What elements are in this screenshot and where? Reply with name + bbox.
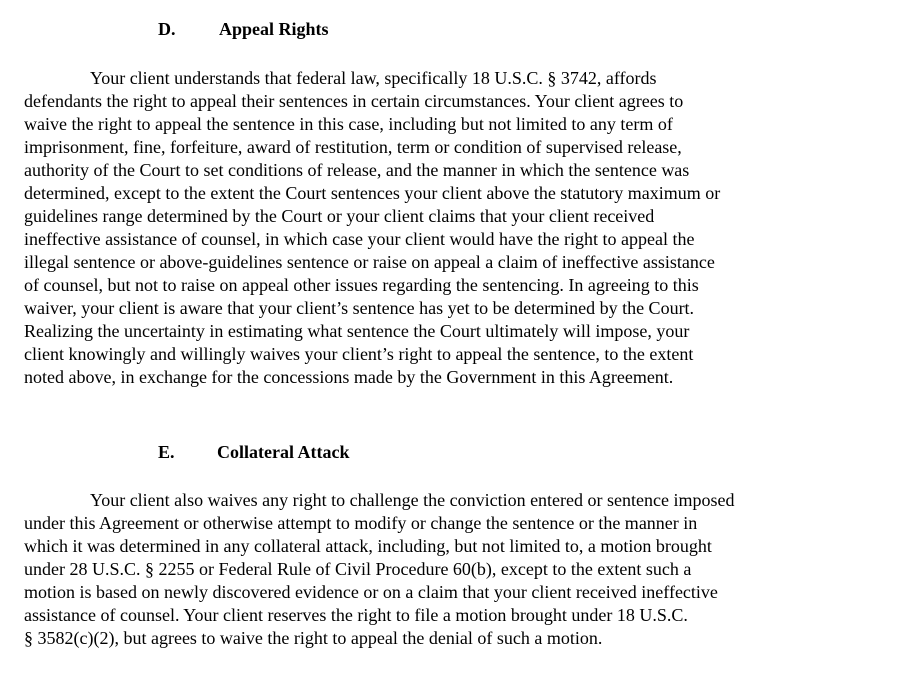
paragraph-line: Your client also waives any right to challenge the conviction entered or sentence imposed [90,490,735,510]
paragraph-line: waive the right to appeal the sentence in this case, including but not limited to any term of [24,114,673,134]
paragraph-line: under this Agreement or otherwise attempt to modify or change the sentence or the manner in [24,513,698,533]
section-d-title: Appeal Rights [219,19,329,39]
paragraph-line: waiver, your client is aware that your client’s sentence has yet to be determined by the Court. [24,298,695,318]
paragraph-line: of counsel, but not to raise on appeal other issues regarding the sentencing. In agreeing to this [24,275,699,295]
paragraph-line: ineffective assistance of counsel, in which case your client would have the right to appeal the [24,229,695,249]
paragraph-line: § 3582(c)(2), but agrees to waive the right to appeal the denial of such a motion. [24,628,603,648]
section-d-letter: D. [158,19,176,39]
section-d-paragraph [24,67,886,389]
paragraph-line: Realizing the uncertainty in estimating what sentence the Court ultimately will impose, your [24,321,690,341]
paragraph-line: authority of the Court to set conditions of release, and the manner in which the sentence was [24,160,690,180]
paragraph-line: client knowingly and willingly waives your client’s right to appeal the sentence, to the extent [24,344,694,364]
paragraph-line: defendants the right to appeal their sentences in certain circumstances. Your client agrees to [24,91,684,111]
paragraph-line: assistance of counsel. Your client reserves the right to file a motion brought under 18 U.S.C. [24,605,688,625]
paragraph-line: motion is based on newly discovered evidence or on a claim that your client received ineffective [24,582,718,602]
section-e-title: Collateral Attack [217,442,350,462]
paragraph-line: Your client understands that federal law, specifically 18 U.S.C. § 3742, affords [90,68,657,88]
section-e-paragraph [24,489,886,650]
paragraph-line: which it was determined in any collateral attack, including, but not limited to, a motion brought [24,536,712,556]
section-e-letter: E. [158,442,175,462]
paragraph-line: noted above, in exchange for the concessions made by the Government in this Agreement. [24,367,674,387]
paragraph-line: guidelines range determined by the Court or your client claims that your client received [24,206,655,226]
paragraph-line: under 28 U.S.C. § 2255 or Federal Rule of Civil Procedure 60(b), except to the extent such a [24,559,692,579]
paragraph-line: illegal sentence or above-guidelines sentence or raise on appeal a claim of ineffective assistance [24,252,715,272]
paragraph-line: determined, except to the extent the Court sentences your client above the statutory maximum or [24,183,721,203]
paragraph-line: imprisonment, fine, forfeiture, award of restitution, term or condition of supervised release, [24,137,682,157]
